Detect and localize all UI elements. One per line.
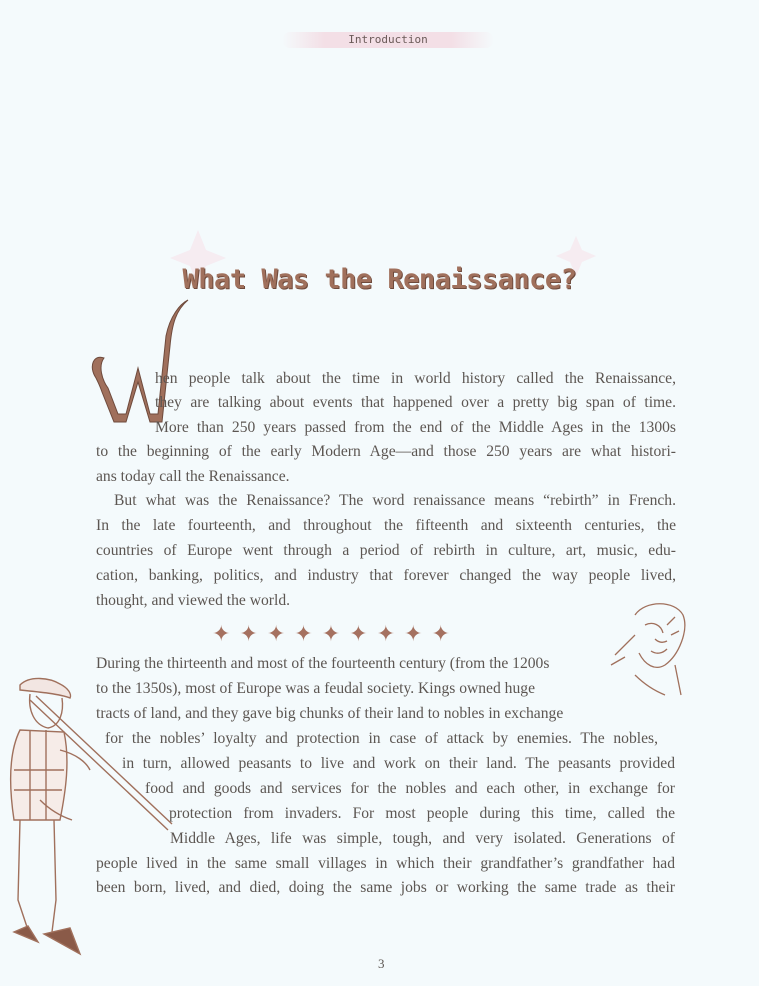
ornament-glyphs: ✦✦✦✦✦✦✦✦✦	[212, 621, 459, 646]
running-header: Introduction	[282, 32, 494, 48]
text-line: During the thirteenth and most of the fourteenth century (from the 1200s	[96, 655, 550, 672]
text-line: In the late fourteenth, and throughout the fifteenth and sixteenth centuries, the	[96, 517, 676, 534]
text-line: to the beginning of the early Modern Age—and those 250 years are what histori-	[96, 443, 676, 460]
text-line: for the nobles’ loyalty and protection in case of attack by enemies. The nobles,	[105, 730, 658, 747]
page-number: 3	[378, 956, 385, 971]
text-line: ans today call the Renaissance.	[96, 468, 290, 485]
text-line: cation, banking, politics, and industry that forever changed the way people lived,	[96, 567, 676, 584]
text-line: thought, and viewed the world.	[96, 592, 291, 609]
text-line: food and goods and services for the nobles and each other, in exchange for	[145, 780, 675, 797]
text-line: people lived in the same small villages in which their grandfather’s grandfather had	[96, 855, 675, 872]
portrait-sketch-illustration	[605, 595, 690, 715]
text-line: countries of Europe went through a period of rebirth in culture, art, music, edu-	[96, 542, 676, 559]
text-line: in turn, allowed peasants to live and work on their land. The peasants provided	[122, 755, 675, 772]
text-line: Middle Ages, life was simple, tough, and very isolated. Generations of	[170, 830, 675, 847]
text-line: been born, lived, and died, doing the same jobs or working the same trade as their	[96, 879, 675, 896]
text-line: they are talking about events that happened over a pretty big span of time.	[155, 394, 676, 411]
text-line: to the 1350s), most of Europe was a feudal society. Kings owned huge	[96, 680, 535, 697]
page-title: What Was the Renaissance?	[182, 264, 577, 296]
ornament-divider	[212, 623, 492, 645]
peasant-with-staff-illustration	[0, 670, 175, 970]
text-line: hen people talk about the time in world history called the Renaissance,	[155, 370, 676, 387]
text-line: protection from invaders. For most people during this time, called the	[169, 805, 675, 822]
text-line: But what was the Renaissance? The word renaissance means “rebirth” in French.	[114, 492, 676, 509]
text-line: tracts of land, and they gave big chunks of their land to nobles in exchange	[96, 705, 564, 722]
text-line: More than 250 years passed from the end of the Middle Ages in the 1300s	[155, 419, 676, 436]
